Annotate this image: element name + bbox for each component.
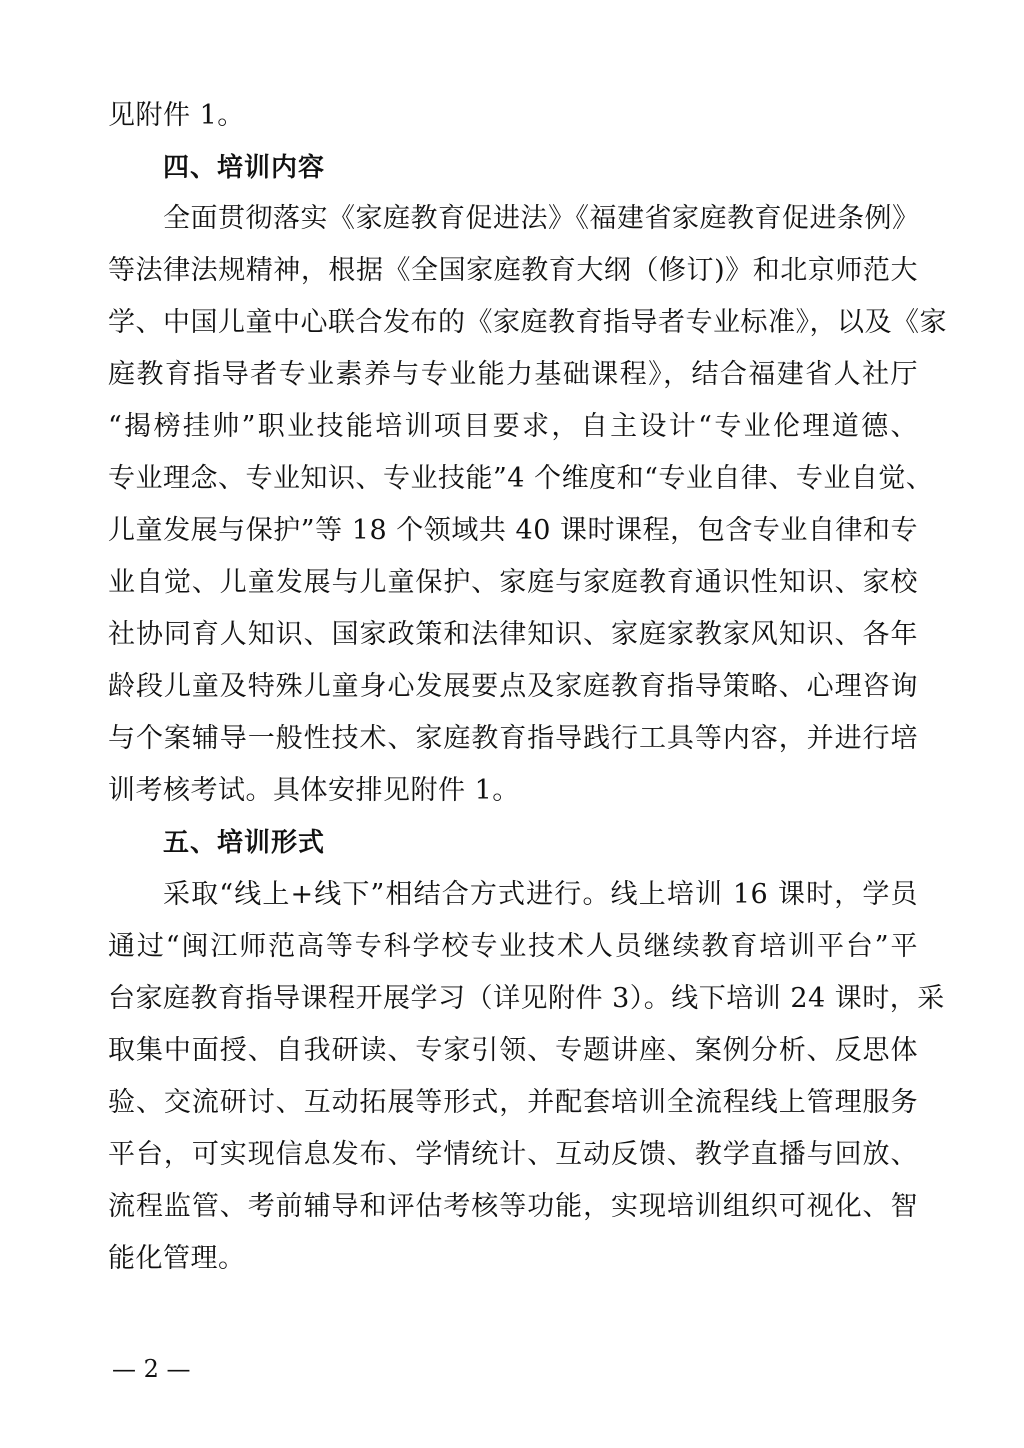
section-4-line-2: 等法律法规精神，根据《全国家庭教育大纲（修订)》和北京师范大: [108, 255, 918, 286]
section-4-line-7: 儿童发展与保护”等 18 个领域共 40 课时课程，包含专业自律和专: [108, 515, 918, 546]
section-4-line-4: 庭教育指导者专业素养与专业能力基础课程》，结合福建省人社厅: [108, 359, 918, 390]
section-5-line-6: 平台，可实现信息发布、学情统计、互动反馈、教学直播与回放、: [108, 1139, 918, 1170]
section-4-line-10: 龄段儿童及特殊儿童身心发展要点及家庭教育指导策略、心理咨询: [108, 671, 918, 702]
section-4-line-8: 业自觉、儿童发展与儿童保护、家庭与家庭教育通识性知识、家校: [108, 567, 918, 598]
section-5-line-4: 取集中面授、自我研读、专家引领、专题讲座、案例分析、反思体: [108, 1035, 918, 1066]
section-5-line-2: 通过“闽江师范高等专科学校专业技术人员继续教育培训平台”平: [108, 931, 918, 962]
section-5-line-5: 验、交流研讨、互动拓展等形式，并配套培训全流程线上管理服务: [108, 1087, 918, 1118]
section-5-line-3: 台家庭教育指导课程开展学习（详见附件 3）。线下培训 24 课时，采: [108, 983, 945, 1014]
section-5-line-1: 采取“线上+线下”相结合方式进行。线上培训 16 课时，学员: [163, 879, 918, 910]
section-5-line-8: 能化管理。: [108, 1243, 246, 1274]
section-4-line-1: 全面贯彻落实《家庭教育促进法》《福建省家庭教育促进条例》: [163, 203, 920, 234]
section-4-line-3: 学、中国儿童中心联合发布的《家庭教育指导者专业标准》，以及《家: [108, 307, 947, 338]
section-4-line-5: “揭榜挂帅”职业技能培训项目要求，自主设计“专业伦理道德、: [108, 411, 918, 442]
section-4-line-6: 专业理念、专业知识、专业技能”4 个维度和“专业自律、专业自觉、: [108, 463, 934, 494]
section-4-line-12: 训考核考试。具体安排见附件 1。: [108, 775, 520, 806]
section-4-line-9: 社协同育人知识、国家政策和法律知识、家庭家教家风知识、各年: [108, 619, 918, 650]
section-5-line-7: 流程监管、考前辅导和评估考核等功能，实现培训组织可视化、智: [108, 1191, 918, 1222]
section-4-heading: 四、培训内容: [163, 153, 326, 183]
page-number: — 2 —: [112, 1355, 191, 1383]
section-4-line-11: 与个案辅导一般性技术、家庭教育指导践行工具等内容，并进行培: [108, 723, 918, 754]
section-5-heading: 五、培训形式: [163, 828, 326, 858]
intro-line-1: 见附件 1。: [108, 100, 245, 131]
